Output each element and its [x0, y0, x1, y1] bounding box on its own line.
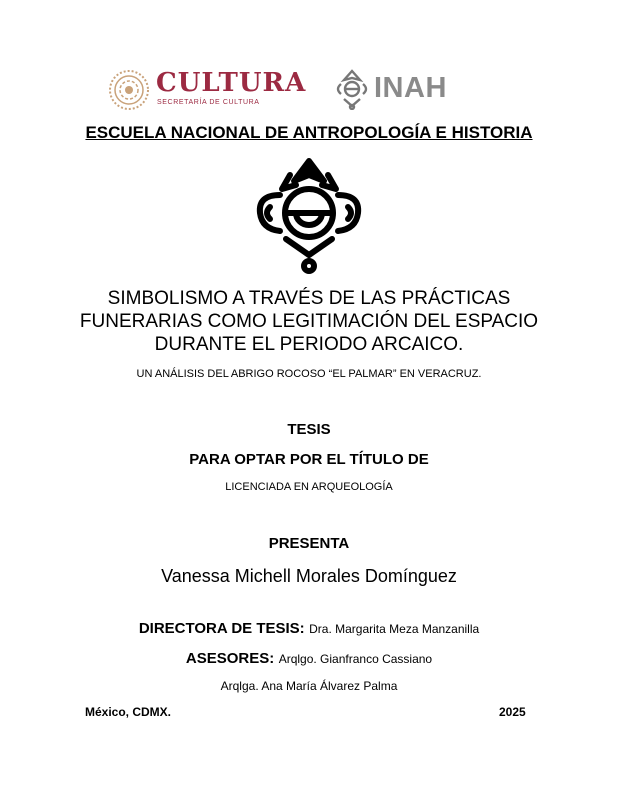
title-line-2: FUNERARIAS COMO LEGITIMACIÓN DEL ESPACIO [79, 311, 539, 332]
place: México, CDMX. [85, 705, 172, 719]
thesis-label: TESIS [287, 421, 331, 438]
advisor-1: Arqlgo. Gianfranco Cassiano [278, 652, 433, 666]
header-logos [104, 66, 524, 116]
inah-wordmark: INAH [374, 72, 447, 104]
director-name: Dra. Margarita Meza Manzanilla [309, 622, 480, 636]
director-label: DIRECTORA DE TESIS: [138, 620, 305, 637]
school-name: ESCUELA NACIONAL DE ANTROPOLOGÍA E HISTORIA [85, 123, 533, 142]
cultura-subtitle: SECRETARÍA DE CULTURA [157, 99, 260, 106]
glyph-emblem-icon [250, 155, 368, 275]
advisor-2: Arqlga. Ana María Álvarez Palma [220, 679, 398, 693]
cultura-wordmark: CULTURA [156, 68, 307, 98]
director-line [0, 620, 618, 638]
year: 2025 [499, 705, 526, 719]
title-line-3: DURANTE EL PERIODO ARCAICO. [154, 334, 464, 355]
inah-glyph-icon [332, 68, 372, 110]
thesis-subtitle: UN ANÁLISIS DEL ABRIGO ROCOSO “EL PALMAR” EN VERACRUZ. [136, 368, 482, 380]
author-name: Vanessa Michell Morales Domínguez [161, 566, 457, 586]
thesis-title [60, 287, 558, 356]
advisors-label: ASESORES: [185, 650, 275, 667]
title-line-1: SIMBOLISMO A TRAVÉS DE LAS PRÁCTICAS [107, 288, 511, 309]
cultura-seal-icon [108, 69, 150, 111]
degree-label: PARA OPTAR POR EL TÍTULO DE [189, 451, 429, 468]
degree-name: LICENCIADA EN ARQUEOLOGÍA [225, 481, 393, 493]
presenta-label: PRESENTA [268, 535, 350, 552]
advisors-line [0, 650, 618, 668]
